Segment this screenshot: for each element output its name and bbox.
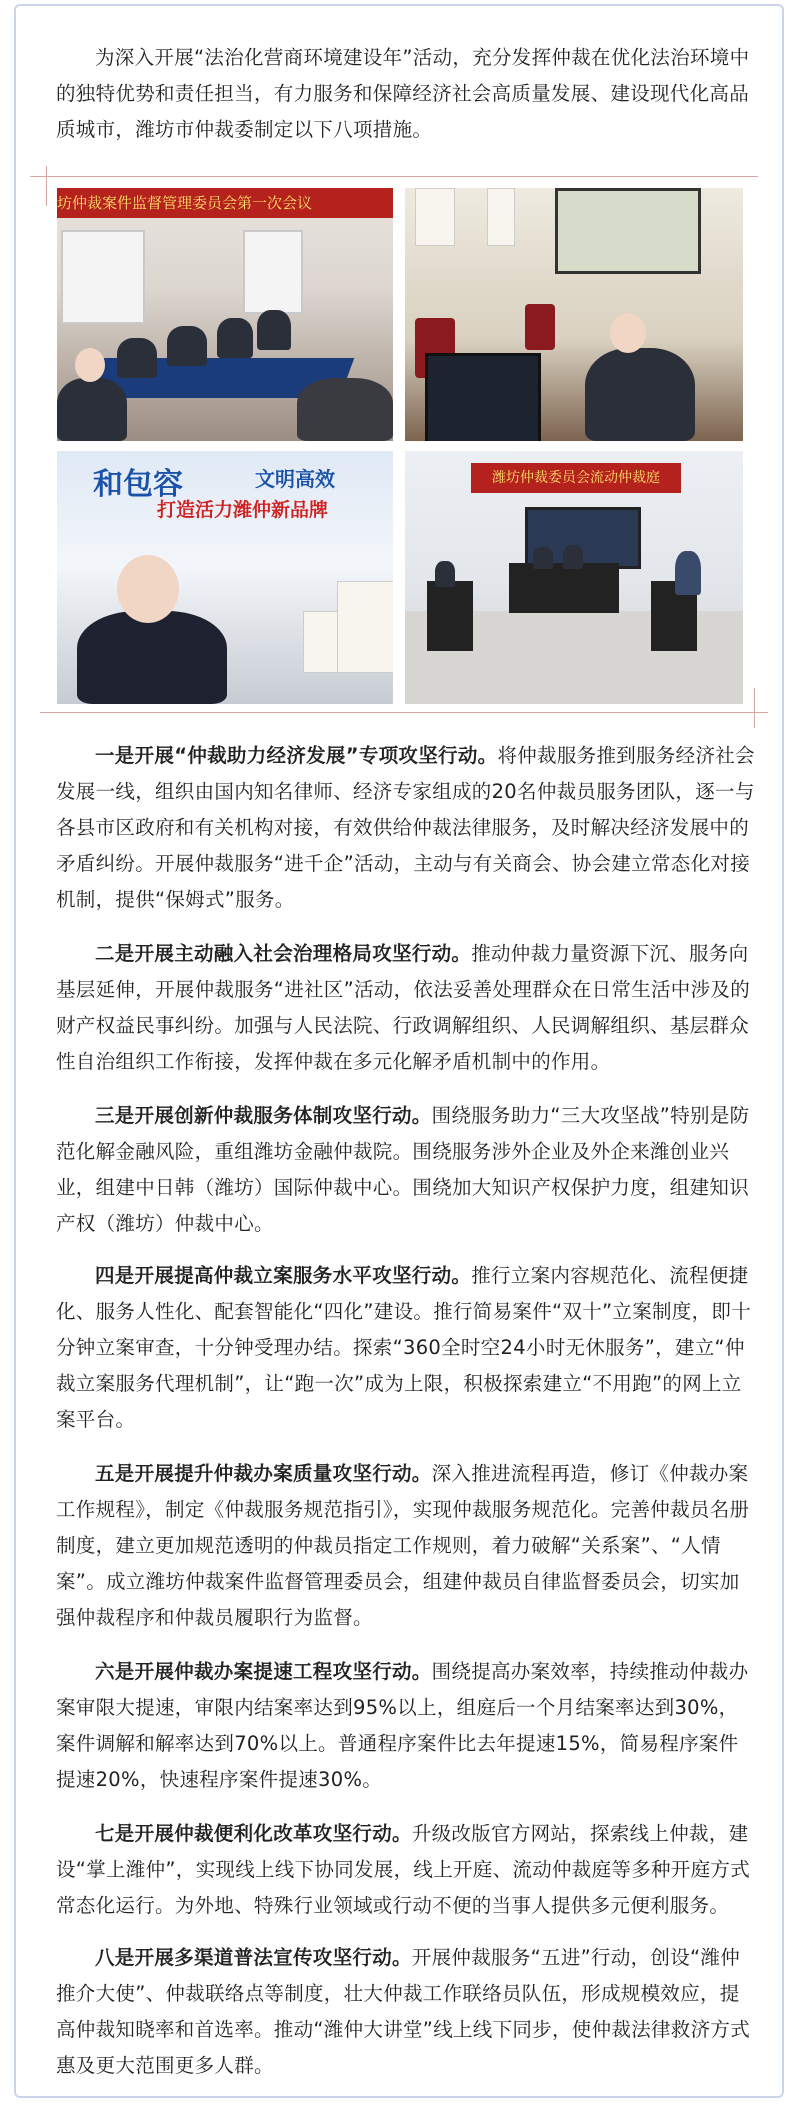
measure-2-body: 推动仲裁力量资源下沉、服务向基层延伸，开展仲裁服务“进社区”活动，依法妥善处理群众在日常生活中涉及的财产权益民事纠纷。加强与人民法院、行政调解组织、人民调解组织、基层群众性自治组织工作衔接，发挥仲裁在多元化解矛盾机制中的作用。 <box>56 942 751 1073</box>
decor-line-top-vertical <box>46 166 47 206</box>
arbitrator <box>563 545 583 569</box>
wall-slogan-left: 和包容 <box>93 467 183 502</box>
decor-line-bottom-vertical <box>754 688 755 728</box>
measure-8-title: 八是开展多渠道普法宣传攻坚行动。 <box>95 1946 412 1969</box>
measure-1-title: 一是开展“仲裁助力经济发展”专项攻坚行动。 <box>95 744 498 767</box>
measure-4 <box>56 1258 756 1438</box>
measure-3 <box>56 1098 756 1242</box>
attendee <box>57 378 127 441</box>
measure-5 <box>56 1456 756 1636</box>
party <box>435 561 455 587</box>
decor-line-top <box>30 176 758 177</box>
measure-8 <box>56 1940 756 2084</box>
attendee <box>167 326 207 366</box>
meeting-photo <box>57 188 393 441</box>
measure-3-title: 三是开展创新仲裁服务体制攻坚行动。 <box>95 1104 432 1127</box>
phone-call-photo <box>57 451 393 704</box>
measure-7 <box>56 1816 756 1924</box>
measure-4-body: 推行立案内容规范化、流程便捷化、服务人性化、配套智能化“四化”建设。推行简易案件“双十”立案制度，即十分钟立案审查，十分钟受理办结。探索“360全时空24小时无休服务”，建立“仲裁立案服务代理机制”，让“跑一次”成为上限，积极探索建立“不用跑”的网上立案平台。 <box>56 1264 752 1431</box>
measure-6-body: 围绕提高办案效率，持续推动仲裁办案审限大提速，审限内结案率达到95%以上，组庭后一个月结案率达到30%，案件调解和解率达到70%以上。普通程序案件比去年提速15%，简易程序案件提速20%，快速程序案件提速30%。 <box>56 1660 749 1791</box>
measure-7-body: 升级改版官方网站，探索线上仲裁，建设“掌上潍仲”，实现线上线下协同发展，线上开庭、流动仲裁庭等多种开庭方式常态化运行。为外地、特殊行业领域或行动不便的当事人提供多元便利服务。 <box>56 1822 751 1917</box>
tribunal-desk <box>509 563 619 613</box>
decor-line-bottom <box>40 712 768 713</box>
presenter-head <box>610 313 646 353</box>
meeting-banner: 坊仲裁案件监督管理委员会第一次会议 <box>57 188 393 218</box>
attendee <box>217 318 253 358</box>
party <box>675 551 701 595</box>
measure-6 <box>56 1654 756 1798</box>
attendee <box>257 310 291 350</box>
measure-1-body: 将仲裁服务推到服务经济社会发展一线，组织由国内知名律师、经济专家组成的20名仲裁员服务团队，逐一与各县市区政府和有关机构对接，有效供给仲裁法律服务，及时解决经济发展中的矛盾纠纷。开展仲裁服务“进千企”活动，主动与有关商会、协会建立常态化对接机制，提供“保姆式”服务。 <box>56 744 755 911</box>
man-on-phone <box>77 611 227 704</box>
video-monitor <box>425 353 541 441</box>
online-hearing-photo <box>405 188 743 441</box>
wall-picture <box>415 188 455 246</box>
measure-8-body: 开展仲裁服务“五进”行动，创设“潍仲推介大使”、仲裁联络点等制度，壮大仲裁工作联络员队伍，形成规模效应，提高仲裁知晓率和首选率。推动“潍仲大讲堂”线上线下同步，使仲裁法律救济方式惠及更大范围更多人群。 <box>56 1946 751 2077</box>
measure-1 <box>56 738 756 918</box>
attendee <box>117 338 157 378</box>
measure-3-body: 围绕服务助力“三大攻坚战”特别是防范化解金融风险，重组潍坊金融仲裁院。围绕服务涉外企业及外企来潍创业兴业，组建中日韩（潍坊）国际仲裁中心。围绕加大知识产权保护力度，组建知识产权（潍坊）仲裁中心。 <box>56 1104 750 1235</box>
attendee <box>297 378 393 441</box>
presenter <box>585 348 695 441</box>
document-stack <box>337 581 393 673</box>
party-desk-left <box>427 581 473 651</box>
wall-picture <box>487 188 515 246</box>
man-head <box>117 555 179 623</box>
mobile-tribunal-photo <box>405 451 743 704</box>
intro-paragraph: 为深入开展“法治化营商环境建设年”活动，充分发挥仲裁在优化法治环境中的独特优势和责任担当，有力服务和保障经济社会高质量发展、建设现代化高品质城市，潍坊市仲裁委制定以下八项措施。 <box>56 46 750 141</box>
red-slogan: 打造活力潍仲新品牌 <box>157 499 329 521</box>
window-right <box>243 230 303 314</box>
measure-2-title: 二是开展主动融入社会治理格局攻坚行动。 <box>95 942 472 965</box>
measure-2 <box>56 936 756 1080</box>
tribunal-banner: 潍坊仲裁委员会流动仲裁庭 <box>471 463 681 493</box>
attendee-head <box>75 348 105 382</box>
photo-grid <box>57 188 743 704</box>
projection-screen <box>555 188 701 274</box>
measure-7-title: 七是开展仲裁便利化改革攻坚行动。 <box>95 1822 412 1845</box>
measure-5-title: 五是开展提升仲裁办案质量攻坚行动。 <box>95 1462 432 1485</box>
wall-slogan-right: 文明高效 <box>255 467 335 491</box>
measure-6-title: 六是开展仲裁办案提速工程攻坚行动。 <box>95 1660 432 1683</box>
arbitrator <box>533 547 553 569</box>
window-left <box>61 230 145 324</box>
chair <box>525 304 555 350</box>
measure-4-title: 四是开展提高仲裁立案服务水平攻坚行动。 <box>95 1264 472 1287</box>
measure-5-body: 深入推进流程再造，修订《仲裁办案工作规程》，制定《仲裁服务规范指引》，实现仲裁服务规范化。完善仲裁员名册制度，建立更加规范透明的仲裁员指定工作规则，着力破解“关系案”、“人情案”。成立潍坊仲裁案件监督管理委员会，组建仲裁员自律监督委员会，切实加强仲裁程序和仲裁员履职行为监督。 <box>56 1462 750 1629</box>
